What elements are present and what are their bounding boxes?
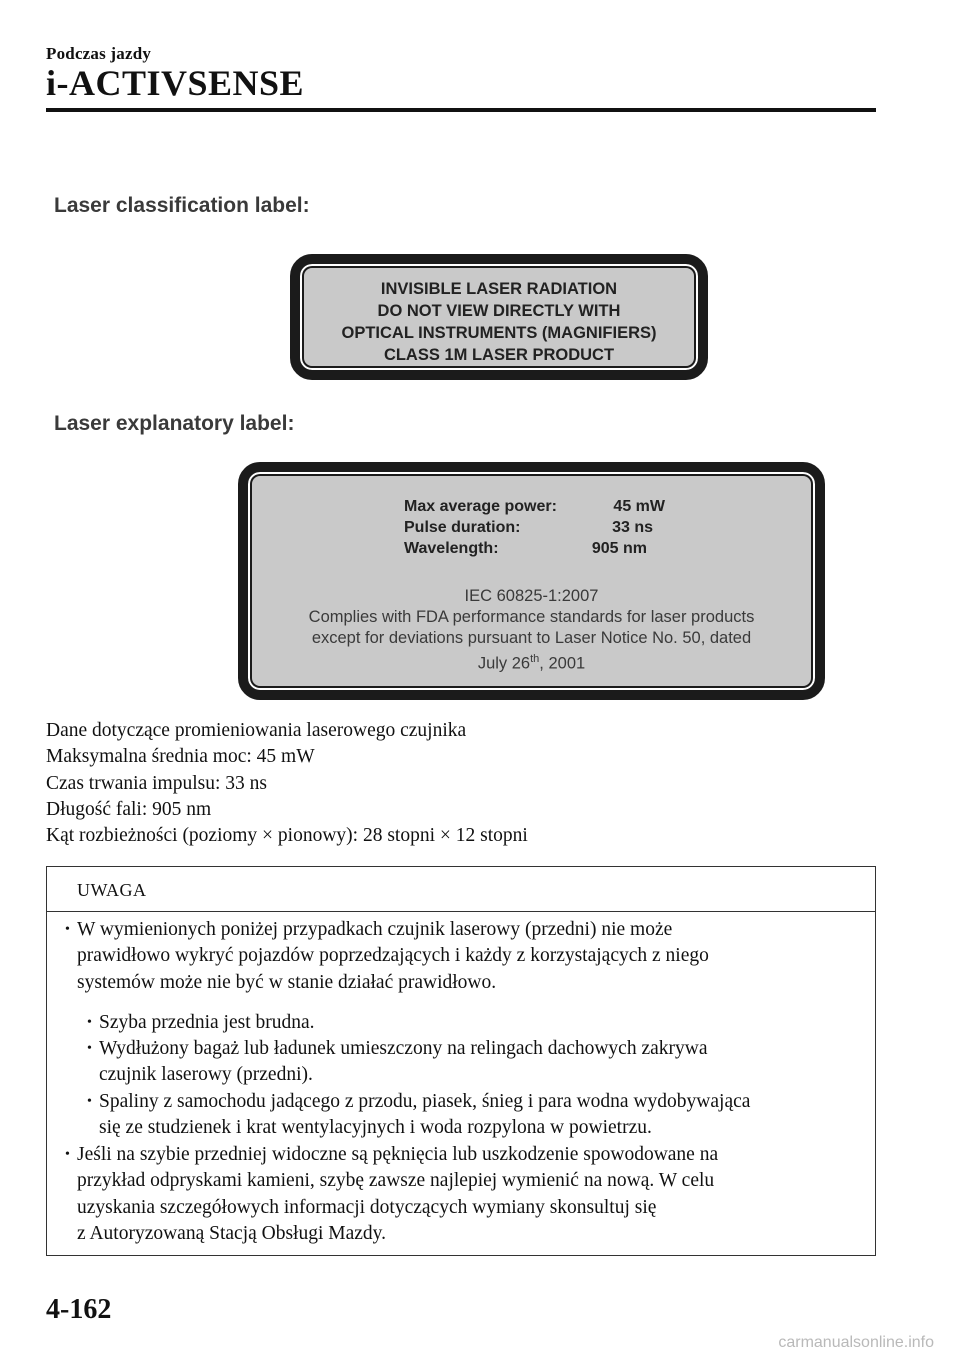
notice-subitem (87, 1089, 751, 1142)
notice-subitem (87, 1036, 708, 1089)
bullet-icon: • (87, 1015, 92, 1030)
date-month: July 26 (477, 654, 531, 673)
classification-line: CLASS 1M LASER PRODUCT (383, 346, 615, 364)
classification-line: INVISIBLE LASER RADIATION (380, 280, 618, 298)
notice-line: przykład odpryskami kamieni, szybę zawsze najlepiej wymienić na nową. W celu (77, 1170, 715, 1192)
chapter-title: i-ACTIVSENSE (46, 63, 305, 103)
body-line: Długość fali: 905 nm (46, 798, 212, 820)
explanatory-caption: Laser explanatory label: (54, 412, 295, 435)
watermark: carmanualsonline.info (778, 1334, 934, 1351)
classification-line: OPTICAL INSTRUMENTS (MAGNIFIERS) (341, 324, 657, 342)
page-number: 4-162 (46, 1294, 112, 1325)
notice-line: systemów może nie być w stanie działać prawidłowo. (77, 971, 497, 993)
spec-value: 905 nm (591, 540, 647, 557)
compliance-date (248, 649, 815, 675)
notice-line: Jeśli na szybie przedniej widoczne są pęknięcia lub uszkodzenie spowodowane na (77, 1144, 719, 1165)
notice-line: czujnik laserowy (przedni). (99, 1064, 313, 1086)
section-label: Podczas jazdy (46, 44, 152, 63)
notice-title: UWAGA (47, 867, 875, 912)
body-line: Maksymalna średnia moc: 45 mW (46, 746, 315, 768)
notice-item (65, 917, 709, 996)
notice-item (65, 1142, 719, 1247)
notice-line: W wymienionych poniżej przypadkach czujnik laserowy (przedni) nie może (77, 919, 673, 940)
laser-classification-label (290, 254, 708, 380)
notice-line: Spaliny z samochodu jadącego z przodu, piasek, śnieg i para wodna wydobywająca (99, 1091, 751, 1112)
spec-name: Wavelength: (404, 540, 499, 557)
classification-line: DO NOT VIEW DIRECTLY WITH (377, 302, 621, 320)
spec-value: 45 mW (613, 498, 665, 515)
body-line: Kąt rozbieżności (poziomy × pionowy): 28 stopni × 12 stopni (46, 825, 528, 847)
notice-line: prawidłowo wykryć pojazdów poprzedzających i każdy z korzystających z niego (77, 945, 709, 967)
laser-spec-text (46, 718, 528, 849)
compliance-line: except for deviations pursuant to Laser Notice No. 50, dated (311, 629, 752, 647)
notice-line: się ze studzienek i krat wentylacyjnych i woda rozpylona w powietrzu. (99, 1117, 652, 1139)
notice-line: z Autoryzowaną Stacją Obsługi Mazdy. (77, 1222, 387, 1244)
body-line: Dane dotyczące promieniowania laserowego czujnika (46, 720, 467, 741)
body-line: Czas trwania impulsu: 33 ns (46, 772, 267, 794)
bullet-icon: • (87, 1094, 92, 1109)
laser-explanatory-label (238, 462, 825, 700)
notice-line: Wydłużony bagaż lub ładunek umieszczony na relingach dachowych zakrywa (99, 1038, 708, 1059)
spec-value: 33 ns (612, 519, 653, 536)
date-year: , 2001 (539, 654, 586, 673)
spec-name: Pulse duration: (404, 519, 521, 536)
notice-box (46, 866, 876, 1256)
notice-line: Szyba przednia jest brudna. (99, 1012, 315, 1033)
standard-line: IEC 60825-1:2007 (464, 587, 599, 605)
header-divider (46, 108, 876, 112)
compliance-text (248, 586, 815, 675)
spec-name: Max average power: (404, 498, 557, 515)
notice-subitem (87, 1010, 315, 1036)
classification-caption: Laser classification label: (54, 194, 310, 217)
bullet-icon: • (65, 1147, 70, 1162)
bullet-icon: • (87, 1041, 92, 1056)
date-suffix: th (530, 653, 540, 665)
notice-line: uzyskania szczegółowych informacji dotyczących wymiany skonsultuj się (77, 1196, 657, 1218)
bullet-icon: • (65, 922, 70, 937)
compliance-line: Complies with FDA performance standards for laser products (308, 608, 755, 626)
